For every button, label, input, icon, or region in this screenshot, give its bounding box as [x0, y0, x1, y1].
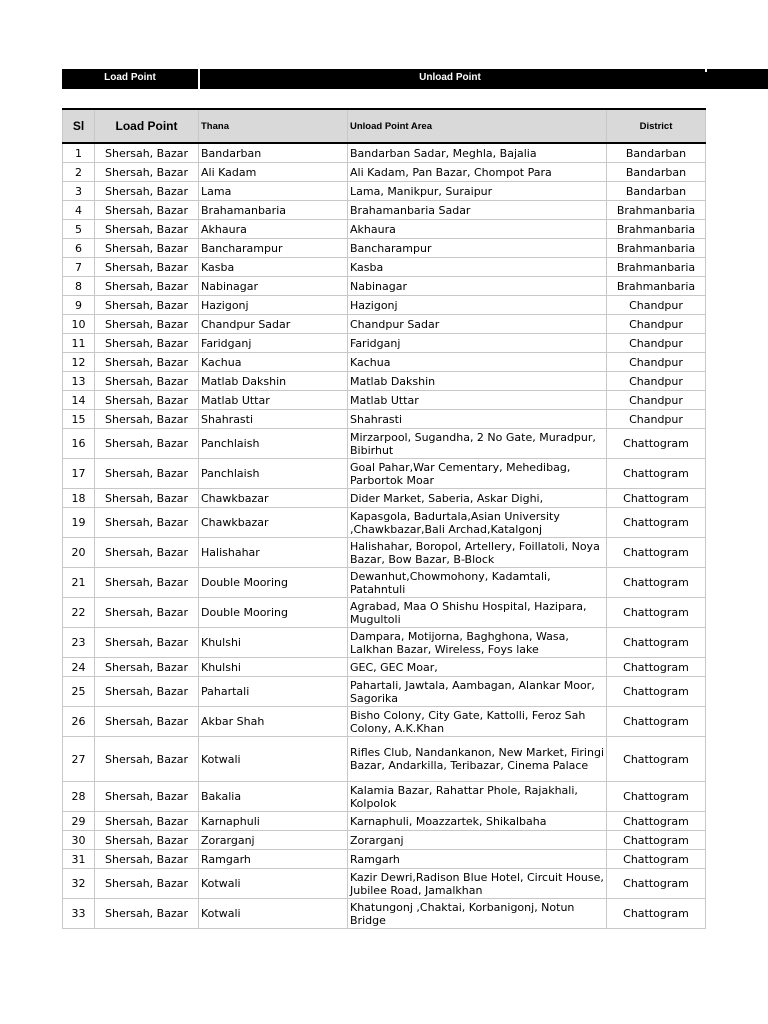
unload-area-cell: Halishahar, Boropol, Artellery, Foillatoli, Noya Bazar, Bow Bazar, B-Block	[348, 538, 607, 568]
district-cell: Brahmanbaria	[607, 258, 706, 277]
thana-cell: Double Mooring	[199, 598, 348, 628]
district-cell: Chattogram	[607, 489, 706, 508]
thana-cell: Bakalia	[199, 782, 348, 812]
sl-cell: 17	[63, 459, 95, 489]
thana-cell: Double Mooring	[199, 568, 348, 598]
sl-cell: 4	[63, 201, 95, 220]
table-row	[63, 334, 706, 353]
table-row	[63, 410, 706, 429]
header-load-point: Load Point	[95, 109, 199, 143]
thana-cell: Karnaphuli	[199, 812, 348, 831]
unload-area-cell: Hazigonj	[348, 296, 607, 315]
unload-area-cell: Goal Pahar,War Cementary, Mehedibag, Parbortok Moar	[348, 459, 607, 489]
thana-cell: Kotwali	[199, 899, 348, 929]
district-cell: Brahmanbaria	[607, 220, 706, 239]
table-row	[63, 538, 706, 568]
sl-cell: 27	[63, 737, 95, 782]
sl-cell: 26	[63, 707, 95, 737]
table-row	[63, 353, 706, 372]
unload-area-cell: GEC, GEC Moar,	[348, 658, 607, 677]
district-cell: Bandarban	[607, 143, 706, 163]
sl-cell: 21	[63, 568, 95, 598]
sl-cell: 3	[63, 182, 95, 201]
unload-area-cell: Brahamanbaria Sadar	[348, 201, 607, 220]
thana-cell: Kotwali	[199, 869, 348, 899]
thana-cell: Khulshi	[199, 658, 348, 677]
unload-area-cell: Kasba	[348, 258, 607, 277]
unload-area-cell: Kachua	[348, 353, 607, 372]
district-cell: Chandpur	[607, 296, 706, 315]
load-point-cell: Shersah, Bazar	[95, 628, 199, 658]
thana-cell: Hazigonj	[199, 296, 348, 315]
table-row	[63, 568, 706, 598]
table-row	[63, 258, 706, 277]
thana-cell: Chandpur Sadar	[199, 315, 348, 334]
thana-cell: Bancharampur	[199, 239, 348, 258]
district-cell: Chattogram	[607, 707, 706, 737]
district-cell: Chattogram	[607, 899, 706, 929]
unload-area-cell: Matlab Uttar	[348, 391, 607, 410]
load-point-cell: Shersah, Bazar	[95, 410, 199, 429]
load-point-cell: Shersah, Bazar	[95, 239, 199, 258]
table-row	[63, 296, 706, 315]
sl-cell: 15	[63, 410, 95, 429]
unload-area-cell: Dampara, Motijorna, Baghghona, Wasa, Lalkhan Bazar, Wireless, Foys lake	[348, 628, 607, 658]
load-point-cell: Shersah, Bazar	[95, 598, 199, 628]
sl-cell: 16	[63, 429, 95, 459]
load-point-cell: Shersah, Bazar	[95, 459, 199, 489]
table-row	[63, 277, 706, 296]
header-thana: Thana	[199, 109, 348, 143]
sl-cell: 9	[63, 296, 95, 315]
load-point-cell: Shersah, Bazar	[95, 812, 199, 831]
header-district: District	[607, 109, 706, 143]
load-point-cell: Shersah, Bazar	[95, 372, 199, 391]
district-cell: Chattogram	[607, 831, 706, 850]
table-row	[63, 737, 706, 782]
unload-area-cell: Kalamia Bazar, Rahattar Phole, Rajakhali, Kolpolok	[348, 782, 607, 812]
unload-area-cell: Dewanhut,Chowmohony, Kadamtali, Patahntuli	[348, 568, 607, 598]
sl-cell: 30	[63, 831, 95, 850]
district-cell: Chattogram	[607, 538, 706, 568]
sl-cell: 18	[63, 489, 95, 508]
load-point-cell: Shersah, Bazar	[95, 353, 199, 372]
district-cell: Chandpur	[607, 372, 706, 391]
district-cell: Chattogram	[607, 812, 706, 831]
district-cell: Chandpur	[607, 334, 706, 353]
thana-cell: Brahamanbaria	[199, 201, 348, 220]
district-cell: Chattogram	[607, 508, 706, 538]
district-cell: Chandpur	[607, 353, 706, 372]
load-point-cell: Shersah, Bazar	[95, 899, 199, 929]
sl-cell: 6	[63, 239, 95, 258]
load-point-cell: Shersah, Bazar	[95, 508, 199, 538]
table-row	[63, 812, 706, 831]
district-cell: Bandarban	[607, 182, 706, 201]
table-row	[63, 143, 706, 163]
table-row	[63, 831, 706, 850]
load-point-cell: Shersah, Bazar	[95, 658, 199, 677]
sl-cell: 1	[63, 143, 95, 163]
thana-cell: Kotwali	[199, 737, 348, 782]
unload-area-cell: Agrabad, Maa O Shishu Hospital, Hazipara, Mugultoli	[348, 598, 607, 628]
header-unload-area: Unload Point Area	[348, 109, 607, 143]
district-cell: Chattogram	[607, 677, 706, 707]
load-point-cell: Shersah, Bazar	[95, 201, 199, 220]
table-row	[63, 899, 706, 929]
sl-cell: 19	[63, 508, 95, 538]
thana-cell: Chawkbazar	[199, 508, 348, 538]
thana-cell: Ramgarh	[199, 850, 348, 869]
district-cell: Chattogram	[607, 598, 706, 628]
unload-area-cell: Khatungonj ,Chaktai, Korbanigonj, Notun Bridge	[348, 899, 607, 929]
district-cell: Chandpur	[607, 391, 706, 410]
unload-area-cell: Bisho Colony, City Gate, Kattolli, Feroz Sah Colony, A.K.Khan	[348, 707, 607, 737]
thana-cell: Kasba	[199, 258, 348, 277]
unload-area-cell: Faridganj	[348, 334, 607, 353]
load-point-cell: Shersah, Bazar	[95, 489, 199, 508]
unload-area-cell: Pahartali, Jawtala, Aambagan, Alankar Moor, Sagorika	[348, 677, 607, 707]
sl-cell: 23	[63, 628, 95, 658]
thana-cell: Bandarban	[199, 143, 348, 163]
unload-area-cell: Shahrasti	[348, 410, 607, 429]
thana-cell: Akhaura	[199, 220, 348, 239]
unload-area-cell: Matlab Dakshin	[348, 372, 607, 391]
district-cell: Chattogram	[607, 429, 706, 459]
district-cell: Chattogram	[607, 850, 706, 869]
thana-cell: Kachua	[199, 353, 348, 372]
top-load-point-label: Load Point	[104, 72, 156, 83]
sl-cell: 2	[63, 163, 95, 182]
unload-area-cell: Bandarban Sadar, Meghla, Bajalia	[348, 143, 607, 163]
unload-area-cell: Kapasgola, Badurtala,Asian University ,Chawkbazar,Bali Archad,Katalgonj	[348, 508, 607, 538]
thana-cell: Ali Kadam	[199, 163, 348, 182]
table-row	[63, 508, 706, 538]
district-cell: Chattogram	[607, 782, 706, 812]
district-cell: Chattogram	[607, 568, 706, 598]
sl-cell: 33	[63, 899, 95, 929]
table-row	[63, 598, 706, 628]
thana-cell: Shahrasti	[199, 410, 348, 429]
load-point-cell: Shersah, Bazar	[95, 677, 199, 707]
thana-cell: Matlab Dakshin	[199, 372, 348, 391]
table-row	[63, 163, 706, 182]
load-point-cell: Shersah, Bazar	[95, 707, 199, 737]
table-header-row	[63, 109, 706, 143]
load-point-cell: Shersah, Bazar	[95, 831, 199, 850]
district-cell: Chandpur	[607, 315, 706, 334]
district-cell: Chattogram	[607, 459, 706, 489]
load-point-cell: Shersah, Bazar	[95, 296, 199, 315]
thana-cell: Zorarganj	[199, 831, 348, 850]
table-row	[63, 182, 706, 201]
top-header-bar	[62, 69, 768, 89]
unload-area-cell: Mirzarpool, Sugandha, 2 No Gate, Muradpur, Bibirhut	[348, 429, 607, 459]
sl-cell: 32	[63, 869, 95, 899]
table-row	[63, 220, 706, 239]
thana-cell: Faridganj	[199, 334, 348, 353]
unload-area-cell: Kazir Dewri,Radison Blue Hotel, Circuit House, Jubilee Road, Jamalkhan	[348, 869, 607, 899]
table-row	[63, 239, 706, 258]
district-cell: Chattogram	[607, 628, 706, 658]
load-point-cell: Shersah, Bazar	[95, 258, 199, 277]
unload-point-table	[62, 108, 706, 929]
load-point-cell: Shersah, Bazar	[95, 737, 199, 782]
thana-cell: Halishahar	[199, 538, 348, 568]
table-row	[63, 850, 706, 869]
thana-cell: Pahartali	[199, 677, 348, 707]
sl-cell: 10	[63, 315, 95, 334]
table-row	[63, 201, 706, 220]
sl-cell: 22	[63, 598, 95, 628]
thana-cell: Lama	[199, 182, 348, 201]
district-cell: Bandarban	[607, 163, 706, 182]
unload-area-cell: Ali Kadam, Pan Bazar, Chompot Para	[348, 163, 607, 182]
load-point-cell: Shersah, Bazar	[95, 391, 199, 410]
sl-cell: 5	[63, 220, 95, 239]
table-row	[63, 459, 706, 489]
thana-cell: Khulshi	[199, 628, 348, 658]
load-point-cell: Shersah, Bazar	[95, 850, 199, 869]
sl-cell: 13	[63, 372, 95, 391]
load-point-cell: Shersah, Bazar	[95, 315, 199, 334]
load-point-cell: Shersah, Bazar	[95, 277, 199, 296]
table-row	[63, 372, 706, 391]
district-cell: Chattogram	[607, 658, 706, 677]
table-row	[63, 429, 706, 459]
district-cell: Brahmanbaria	[607, 201, 706, 220]
sl-cell: 7	[63, 258, 95, 277]
district-cell: Chattogram	[607, 869, 706, 899]
thana-cell: Panchlaish	[199, 429, 348, 459]
district-cell: Brahmanbaria	[607, 239, 706, 258]
unload-area-cell: Rifles Club, Nandankanon, New Market, Firingi Bazar, Andarkilla, Teribazar, Cinema Palace	[348, 737, 607, 782]
load-point-cell: Shersah, Bazar	[95, 334, 199, 353]
unload-area-cell: Karnaphuli, Moazzartek, Shikalbaha	[348, 812, 607, 831]
unload-area-cell: Zorarganj	[348, 831, 607, 850]
unload-area-cell: Ramgarh	[348, 850, 607, 869]
load-point-cell: Shersah, Bazar	[95, 429, 199, 459]
unload-area-cell: Akhaura	[348, 220, 607, 239]
district-cell: Chattogram	[607, 737, 706, 782]
sl-cell: 24	[63, 658, 95, 677]
sl-cell: 20	[63, 538, 95, 568]
table-row	[63, 707, 706, 737]
sl-cell: 12	[63, 353, 95, 372]
table-row	[63, 391, 706, 410]
top-unload-point-label: Unload Point	[419, 72, 481, 83]
sl-cell: 25	[63, 677, 95, 707]
district-cell: Chandpur	[607, 410, 706, 429]
load-point-cell: Shersah, Bazar	[95, 163, 199, 182]
load-point-cell: Shersah, Bazar	[95, 182, 199, 201]
unload-area-cell: Lama, Manikpur, Suraipur	[348, 182, 607, 201]
table-row	[63, 869, 706, 899]
table-row	[63, 489, 706, 508]
sl-cell: 14	[63, 391, 95, 410]
thana-cell: Akbar Shah	[199, 707, 348, 737]
load-point-cell: Shersah, Bazar	[95, 782, 199, 812]
sl-cell: 8	[63, 277, 95, 296]
load-point-cell: Shersah, Bazar	[95, 220, 199, 239]
district-cell: Brahmanbaria	[607, 277, 706, 296]
load-point-cell: Shersah, Bazar	[95, 869, 199, 899]
table-row	[63, 782, 706, 812]
load-point-cell: Shersah, Bazar	[95, 538, 199, 568]
unload-area-cell: Dider Market, Saberia, Askar Dighi,	[348, 489, 607, 508]
table-body	[63, 143, 706, 929]
thana-cell: Matlab Uttar	[199, 391, 348, 410]
top-bar-notch	[705, 69, 707, 72]
thana-cell: Nabinagar	[199, 277, 348, 296]
sl-cell: 11	[63, 334, 95, 353]
table-row	[63, 658, 706, 677]
table-row	[63, 677, 706, 707]
unload-area-cell: Nabinagar	[348, 277, 607, 296]
header-sl: Sl	[63, 109, 95, 143]
unload-area-cell: Chandpur Sadar	[348, 315, 607, 334]
sl-cell: 31	[63, 850, 95, 869]
sl-cell: 29	[63, 812, 95, 831]
table-row	[63, 315, 706, 334]
thana-cell: Panchlaish	[199, 459, 348, 489]
thana-cell: Chawkbazar	[199, 489, 348, 508]
load-point-cell: Shersah, Bazar	[95, 568, 199, 598]
table-row	[63, 628, 706, 658]
unload-area-cell: Bancharampur	[348, 239, 607, 258]
load-point-cell: Shersah, Bazar	[95, 143, 199, 163]
sl-cell: 28	[63, 782, 95, 812]
